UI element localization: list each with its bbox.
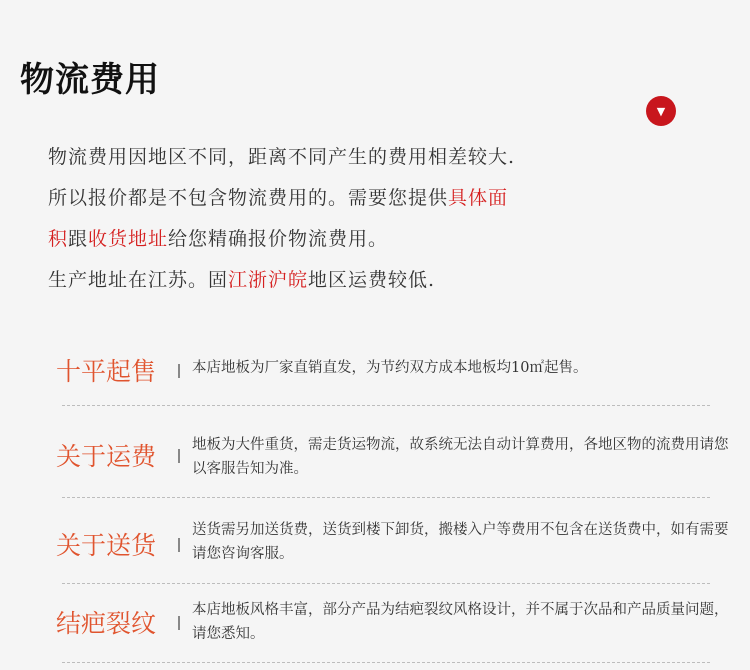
- intro-text: 给您精确报价物流费用。: [168, 228, 389, 250]
- section-title: 结疤裂纹: [56, 609, 157, 638]
- section-title: 关于运费: [56, 442, 157, 471]
- highlight-text: 收货地址: [88, 228, 169, 250]
- intro-text: 生产地址在江苏。固: [48, 269, 229, 291]
- highlight-text: 具体面: [448, 187, 509, 209]
- dashed-divider: [62, 583, 710, 584]
- intro-line-4: [48, 265, 728, 306]
- section-title: 十平起售: [56, 357, 157, 386]
- divider-bar: [178, 364, 180, 378]
- intro-text: 物流费用因地区不同，距离不同产生的费用相差较大.: [48, 146, 516, 168]
- highlight-text: 积: [48, 228, 69, 250]
- dashed-divider: [62, 497, 710, 498]
- section-title: 关于送货: [56, 531, 157, 560]
- intro-text: 跟: [68, 228, 89, 250]
- intro-line-2: [48, 183, 728, 224]
- intro-text: 地区运费较低.: [308, 269, 436, 291]
- down-arrow-icon: ▼: [646, 96, 676, 126]
- intro-paragraph: [48, 142, 728, 306]
- intro-text: 所以报价都是不包含物流费用的。需要您提供: [48, 187, 449, 209]
- intro-line-1: [48, 142, 728, 183]
- divider-bar: [178, 616, 180, 630]
- divider-bar: [178, 538, 180, 552]
- section-text: 送货需另加送货费，送货到楼下卸货，搬楼入户等费用不包含在送货费中，如有需要请您咨询客服。: [192, 522, 729, 562]
- divider-bar: [178, 449, 180, 463]
- section-text: 本店地板风格丰富，部分产品为结疤裂纹风格设计，并不属于次品和产品质量问题，请您悉知。: [192, 602, 729, 642]
- dashed-divider: [62, 662, 710, 663]
- dashed-divider: [62, 405, 710, 406]
- page-title: 物流费用: [20, 60, 160, 100]
- section-text: 本店地板为厂家直销直发，为节约双方成本地板均10㎡起售。: [192, 360, 588, 376]
- intro-line-3: [48, 224, 728, 265]
- section-text: 地板为大件重货，需走货运物流，故系统无法自动计算费用，各地区物的流费用请您以客服告知为准。: [192, 437, 729, 477]
- highlight-text: 江浙沪皖: [228, 269, 309, 291]
